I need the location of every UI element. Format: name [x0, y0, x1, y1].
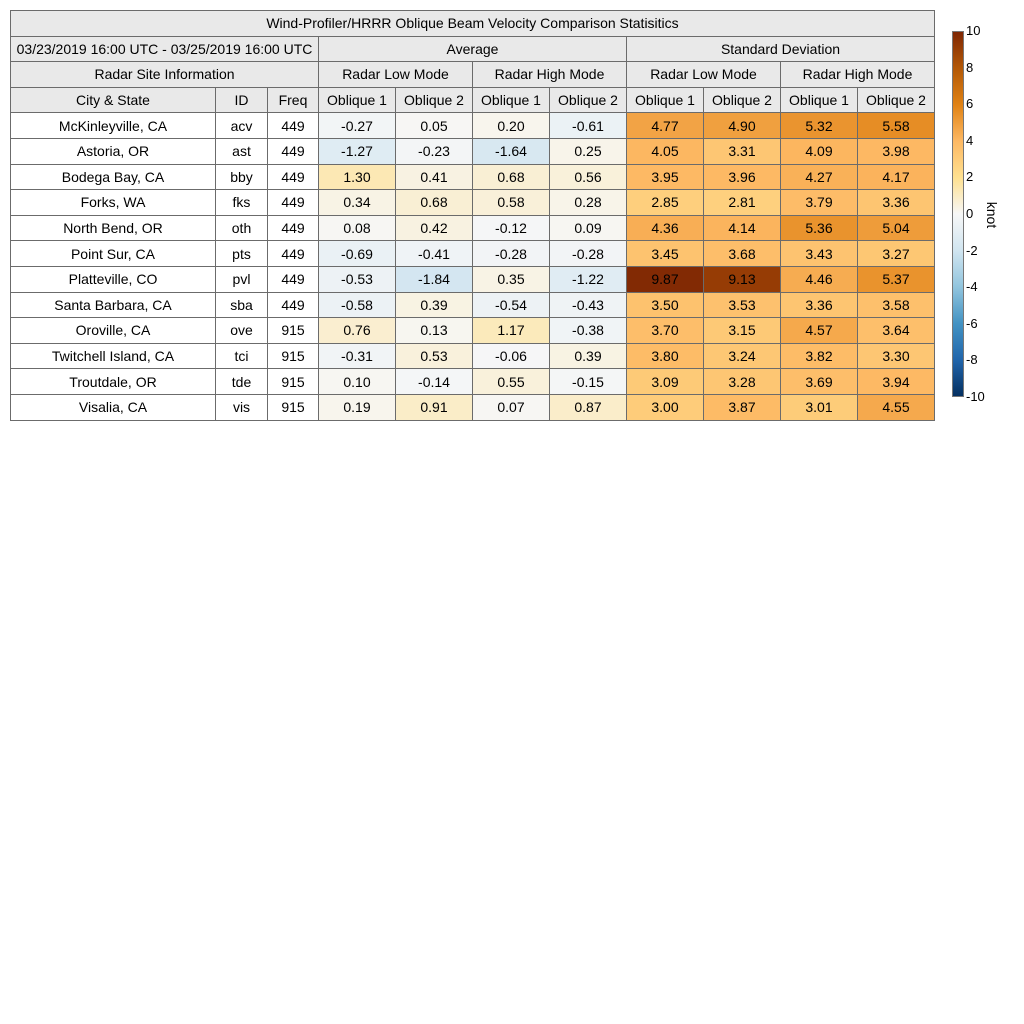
avg-high-mode-header: Radar High Mode — [473, 62, 627, 88]
value-cell-std-low-oblique2: 3.87 — [704, 394, 781, 420]
value-cell-avg-high-oblique1: 0.20 — [473, 113, 550, 139]
value-cell-std-low-oblique2: 9.13 — [704, 266, 781, 292]
value-cell-std-low-oblique2: 3.15 — [704, 318, 781, 344]
value-cell-std-high-oblique1: 4.27 — [781, 164, 858, 190]
value-cell-std-low-oblique1: 3.80 — [627, 343, 704, 369]
value-cell-std-low-oblique2: 3.31 — [704, 138, 781, 164]
column-header-avg-high-oblique2: Oblique 2 — [550, 87, 627, 113]
value-cell-avg-high-oblique1: 0.07 — [473, 394, 550, 420]
site-id: acv — [216, 113, 268, 139]
colorbar-tick-label: -8 — [966, 352, 978, 368]
value-cell-avg-high-oblique2: 0.09 — [550, 215, 627, 241]
colorbar-tick-label: -4 — [966, 279, 978, 295]
site-id: ast — [216, 138, 268, 164]
value-cell-avg-low-oblique1: -1.27 — [319, 138, 396, 164]
value-cell-avg-low-oblique1: -0.58 — [319, 292, 396, 318]
site-city: Visalia, CA — [11, 394, 216, 420]
site-freq: 915 — [268, 369, 319, 395]
site-freq: 449 — [268, 164, 319, 190]
column-header-std-low-oblique1: Oblique 1 — [627, 87, 704, 113]
value-cell-std-high-oblique2: 3.64 — [858, 318, 935, 344]
site-freq: 449 — [268, 215, 319, 241]
site-city: Forks, WA — [11, 190, 216, 216]
value-cell-avg-low-oblique1: -0.53 — [319, 266, 396, 292]
value-cell-std-high-oblique1: 5.36 — [781, 215, 858, 241]
value-cell-avg-high-oblique2: -0.43 — [550, 292, 627, 318]
value-cell-std-high-oblique1: 3.01 — [781, 394, 858, 420]
colorbar-unit-label: knot — [984, 201, 1000, 229]
value-cell-avg-low-oblique2: -0.23 — [396, 138, 473, 164]
site-freq: 915 — [268, 343, 319, 369]
value-cell-std-low-oblique1: 3.09 — [627, 369, 704, 395]
value-cell-std-high-oblique2: 3.27 — [858, 241, 935, 267]
value-cell-avg-low-oblique2: 0.13 — [396, 318, 473, 344]
column-header-city: City & State — [11, 87, 216, 113]
table-row — [11, 164, 935, 190]
table-row — [11, 318, 935, 344]
value-cell-std-high-oblique2: 4.17 — [858, 164, 935, 190]
group-std-header: Standard Deviation — [627, 36, 935, 62]
value-cell-avg-high-oblique2: -0.38 — [550, 318, 627, 344]
site-freq: 449 — [268, 190, 319, 216]
site-freq: 915 — [268, 394, 319, 420]
site-city: Point Sur, CA — [11, 241, 216, 267]
site-id: tci — [216, 343, 268, 369]
site-city: Twitchell Island, CA — [11, 343, 216, 369]
value-cell-avg-low-oblique1: 1.30 — [319, 164, 396, 190]
site-freq: 449 — [268, 113, 319, 139]
colorbar-tick-label: 4 — [966, 132, 974, 148]
value-cell-avg-high-oblique2: 0.25 — [550, 138, 627, 164]
site-city: Troutdale, OR — [11, 369, 216, 395]
value-cell-std-high-oblique2: 3.58 — [858, 292, 935, 318]
std-low-mode-header: Radar Low Mode — [627, 62, 781, 88]
value-cell-avg-low-oblique1: 0.76 — [319, 318, 396, 344]
value-cell-avg-low-oblique2: 0.68 — [396, 190, 473, 216]
site-freq: 915 — [268, 318, 319, 344]
value-cell-avg-high-oblique2: 0.87 — [550, 394, 627, 420]
value-cell-std-high-oblique1: 3.79 — [781, 190, 858, 216]
table-row — [11, 138, 935, 164]
column-header-avg-low-oblique1: Oblique 1 — [319, 87, 396, 113]
table-row — [11, 113, 935, 139]
value-cell-std-low-oblique1: 9.87 — [627, 266, 704, 292]
value-cell-std-low-oblique1: 4.77 — [627, 113, 704, 139]
value-cell-avg-high-oblique2: -0.61 — [550, 113, 627, 139]
value-cell-avg-low-oblique2: -0.41 — [396, 241, 473, 267]
value-cell-std-high-oblique2: 5.37 — [858, 266, 935, 292]
value-cell-avg-high-oblique2: 0.56 — [550, 164, 627, 190]
column-header-avg-high-oblique1: Oblique 1 — [473, 87, 550, 113]
value-cell-avg-low-oblique2: 0.39 — [396, 292, 473, 318]
value-cell-std-low-oblique2: 4.90 — [704, 113, 781, 139]
site-id: pts — [216, 241, 268, 267]
colorbar-tick-label: -6 — [966, 315, 978, 331]
site-id: tde — [216, 369, 268, 395]
value-cell-std-low-oblique1: 3.45 — [627, 241, 704, 267]
value-cell-std-low-oblique2: 2.81 — [704, 190, 781, 216]
site-freq: 449 — [268, 292, 319, 318]
value-cell-avg-low-oblique2: 0.05 — [396, 113, 473, 139]
value-cell-avg-high-oblique2: -0.15 — [550, 369, 627, 395]
stats-table — [10, 10, 935, 421]
value-cell-avg-high-oblique2: -0.28 — [550, 241, 627, 267]
value-cell-std-high-oblique2: 3.30 — [858, 343, 935, 369]
colorbar-tick-label: 0 — [966, 206, 974, 221]
site-city: Oroville, CA — [11, 318, 216, 344]
colorbar-tick-label: 8 — [966, 59, 974, 75]
avg-low-mode-header: Radar Low Mode — [319, 62, 473, 88]
value-cell-avg-low-oblique1: -0.27 — [319, 113, 396, 139]
value-cell-std-low-oblique1: 3.00 — [627, 394, 704, 420]
value-cell-std-low-oblique2: 3.96 — [704, 164, 781, 190]
value-cell-std-low-oblique1: 3.70 — [627, 318, 704, 344]
site-id: fks — [216, 190, 268, 216]
table-row — [11, 369, 935, 395]
value-cell-avg-high-oblique1: 0.58 — [473, 190, 550, 216]
value-cell-avg-low-oblique2: 0.42 — [396, 215, 473, 241]
site-freq: 449 — [268, 138, 319, 164]
table-row — [11, 292, 935, 318]
value-cell-std-low-oblique1: 4.36 — [627, 215, 704, 241]
site-city: Santa Barbara, CA — [11, 292, 216, 318]
site-freq: 449 — [268, 266, 319, 292]
site-id: oth — [216, 215, 268, 241]
site-city: North Bend, OR — [11, 215, 216, 241]
value-cell-std-high-oblique1: 3.69 — [781, 369, 858, 395]
value-cell-std-low-oblique1: 3.95 — [627, 164, 704, 190]
value-cell-avg-high-oblique1: -1.64 — [473, 138, 550, 164]
site-city: Bodega Bay, CA — [11, 164, 216, 190]
value-cell-avg-low-oblique2: 0.53 — [396, 343, 473, 369]
value-cell-avg-high-oblique2: 0.39 — [550, 343, 627, 369]
site-city: Platteville, CO — [11, 266, 216, 292]
value-cell-avg-low-oblique1: 0.08 — [319, 215, 396, 241]
value-cell-std-low-oblique2: 3.28 — [704, 369, 781, 395]
std-high-mode-header: Radar High Mode — [781, 62, 935, 88]
column-header-id: ID — [216, 87, 268, 113]
site-id: pvl — [216, 266, 268, 292]
value-cell-std-high-oblique1: 3.36 — [781, 292, 858, 318]
value-cell-avg-low-oblique1: -0.69 — [319, 241, 396, 267]
value-cell-std-high-oblique1: 4.57 — [781, 318, 858, 344]
column-header-std-high-oblique2: Oblique 2 — [858, 87, 935, 113]
value-cell-std-low-oblique1: 2.85 — [627, 190, 704, 216]
value-cell-std-high-oblique1: 5.32 — [781, 113, 858, 139]
table-row — [11, 215, 935, 241]
table-row — [11, 266, 935, 292]
value-cell-avg-low-oblique1: 0.34 — [319, 190, 396, 216]
value-cell-std-low-oblique1: 3.50 — [627, 292, 704, 318]
table-row — [11, 394, 935, 420]
value-cell-avg-high-oblique1: 0.35 — [473, 266, 550, 292]
site-id: sba — [216, 292, 268, 318]
value-cell-avg-high-oblique1: -0.28 — [473, 241, 550, 267]
table-title: Wind-Profiler/HRRR Oblique Beam Velocity Comparison Statisitics — [11, 11, 935, 37]
value-cell-avg-high-oblique1: -0.06 — [473, 343, 550, 369]
value-cell-avg-low-oblique2: 0.41 — [396, 164, 473, 190]
value-cell-avg-low-oblique2: -0.14 — [396, 369, 473, 395]
value-cell-std-low-oblique2: 3.68 — [704, 241, 781, 267]
value-cell-avg-low-oblique2: -1.84 — [396, 266, 473, 292]
value-cell-std-high-oblique1: 4.46 — [781, 266, 858, 292]
value-cell-avg-high-oblique1: 1.17 — [473, 318, 550, 344]
site-city: McKinleyville, CA — [11, 113, 216, 139]
table-row — [11, 190, 935, 216]
colorbar-tick-label: 10 — [966, 23, 981, 38]
site-id: bby — [216, 164, 268, 190]
value-cell-avg-low-oblique1: 0.10 — [319, 369, 396, 395]
site-id: vis — [216, 394, 268, 420]
colorbar-tick-label: -2 — [966, 242, 978, 258]
site-info-header: Radar Site Information — [11, 62, 319, 88]
value-cell-std-high-oblique1: 3.82 — [781, 343, 858, 369]
site-freq: 449 — [268, 241, 319, 267]
value-cell-std-low-oblique2: 3.24 — [704, 343, 781, 369]
column-header-freq: Freq — [268, 87, 319, 113]
colorbar — [952, 31, 964, 397]
colorbar-tick-label: -10 — [966, 389, 985, 404]
value-cell-std-high-oblique2: 5.58 — [858, 113, 935, 139]
table-row — [11, 343, 935, 369]
value-cell-avg-low-oblique2: 0.91 — [396, 394, 473, 420]
value-cell-avg-high-oblique2: 0.28 — [550, 190, 627, 216]
table-row — [11, 241, 935, 267]
value-cell-avg-high-oblique1: 0.68 — [473, 164, 550, 190]
group-average-header: Average — [319, 36, 627, 62]
site-id: ove — [216, 318, 268, 344]
colorbar-tick-label: 6 — [966, 96, 974, 112]
value-cell-std-high-oblique2: 3.36 — [858, 190, 935, 216]
value-cell-avg-high-oblique1: 0.55 — [473, 369, 550, 395]
value-cell-std-low-oblique2: 4.14 — [704, 215, 781, 241]
site-city: Astoria, OR — [11, 138, 216, 164]
value-cell-std-high-oblique2: 3.98 — [858, 138, 935, 164]
column-header-avg-low-oblique2: Oblique 2 — [396, 87, 473, 113]
column-header-std-high-oblique1: Oblique 1 — [781, 87, 858, 113]
value-cell-std-high-oblique2: 3.94 — [858, 369, 935, 395]
value-cell-std-high-oblique2: 5.04 — [858, 215, 935, 241]
value-cell-std-low-oblique2: 3.53 — [704, 292, 781, 318]
value-cell-avg-low-oblique1: 0.19 — [319, 394, 396, 420]
column-header-std-low-oblique2: Oblique 2 — [704, 87, 781, 113]
colorbar-tick-label: 2 — [966, 169, 974, 185]
value-cell-avg-high-oblique1: -0.12 — [473, 215, 550, 241]
value-cell-std-high-oblique2: 4.55 — [858, 394, 935, 420]
value-cell-std-low-oblique1: 4.05 — [627, 138, 704, 164]
value-cell-avg-high-oblique2: -1.22 — [550, 266, 627, 292]
date-range: 03/23/2019 16:00 UTC - 03/25/2019 16:00 UTC — [11, 36, 319, 62]
value-cell-std-high-oblique1: 3.43 — [781, 241, 858, 267]
value-cell-avg-high-oblique1: -0.54 — [473, 292, 550, 318]
value-cell-avg-low-oblique1: -0.31 — [319, 343, 396, 369]
value-cell-std-high-oblique1: 4.09 — [781, 138, 858, 164]
